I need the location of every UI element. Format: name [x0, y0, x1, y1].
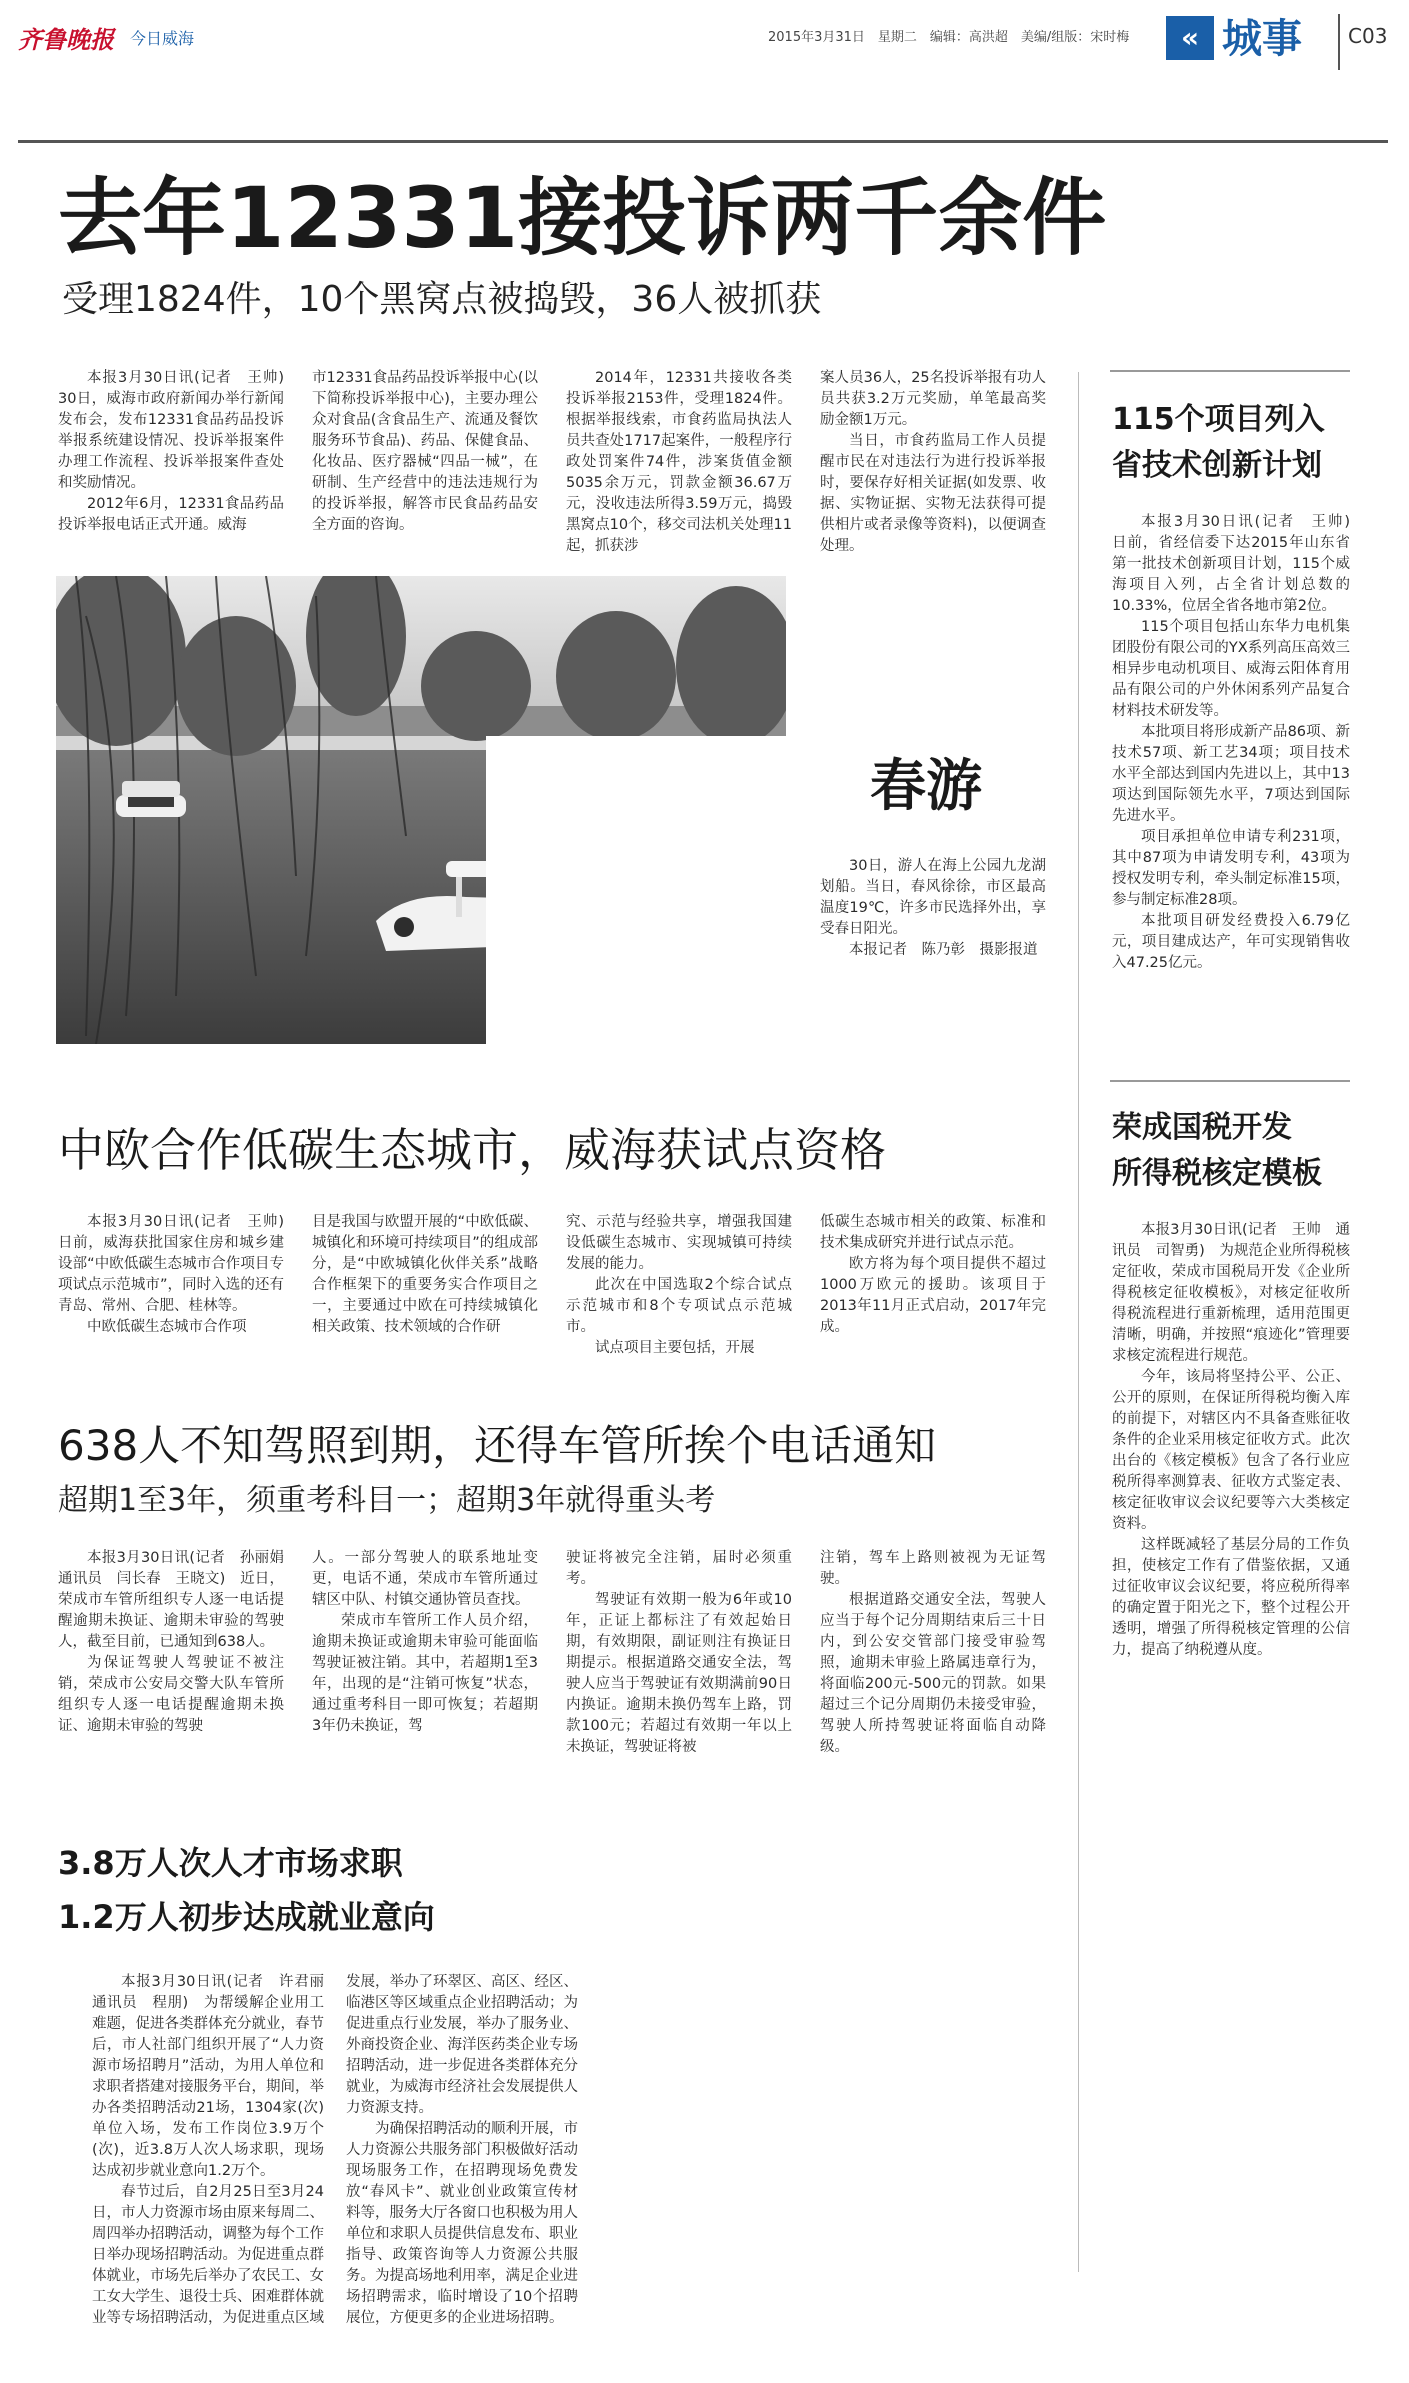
- article1-col3: 2014年，12331共接收各类投诉举报2153件，受理1824件。根据举报线索，市食药监局执法人员共查处1717起案件，一般程序行政处罚案件74件，涉案货值金额5035余万元，罚款金额36.67万元，没收违法所得3.59万元，捣毁黑窝点10个，移交司法机关处理11起，抓获涉: [566, 370, 792, 554]
- spring-photo: [56, 576, 786, 1044]
- chevron-icon: «: [1180, 21, 1200, 54]
- header-divider: [1338, 14, 1340, 70]
- article2-col3: 究、示范与经验共享，增强我国建设低碳生态城市、实现城镇可持续发展的能力。 此次在中国选取2个综合试点示范城市和8个专项试点示范城市。 试点项目主要包括，开展: [566, 1214, 792, 1356]
- article4-col1: 本报3月30日讯(记者 许君丽 通讯员 程朋) 为帮缓解企业用工难题，促进各类群体充分就业，春节后，市人社部门组织开展了“人力资源市场招聘月”活动，为用人单位和求职者搭建对接服务平台，期间，举办各类招聘活动21场，1304家(次)单位入场，发布工作岗位3.9万个(次)，近3.8万人次人场求职，现场达成初步就业意向1.2万个。 春节过后，自2月25日至3月24日，市人力资源市场由原来每周二、周四举办招聘活动，调整为每个工作日举办现场招聘活动。为促进重点群体就业，市场先后举办了农民工、女工女大学生、退役士兵、困难群体就业等专场招聘活动，为促进重点区域: [92, 1974, 339, 2326]
- masthead: [18, 14, 1398, 84]
- article1-subtitle: 受理1824件，10个黑窝点被捣毁，36人被抓获: [62, 279, 822, 320]
- article4-col2: 发展，举办了环翠区、高区、经区、临港区等区域重点企业招聘活动；为促进重点行业发展，举办了服务业、外商投资企业、海洋医药类企业专场招聘活动，进一步促进各类群体充分就业，为威海市经济社会发展提供人力资源支持。 为确保招聘活动的顺利开展，市人力资源公共服务部门积极做好活动现场服务工作，在招聘现场免费发放“春风卡”、就业创业政策宣传材料等，服务大厅各窗口也积极为用人单位和求职人员提供信息发布、职业指导、政策咨询等人力资源公共服务。为提高场地利用率，满足企业进场招聘需求，临时增设了10个招聘展位，方便更多的企业进场招聘。: [346, 1974, 578, 2326]
- article3-col4: 注销，驾车上路则被视为无证驾驶。 根据道路交通安全法，驾驶人应当于每个记分周期结束后三十日内，到公安交管部门接受审验驾照，逾期未审验上路属违章行为，将面临200元-500元的罚款。如果超过三个记分周期仍未接受审验，驾驶人所持驾驶证将面临自动降级。: [820, 1550, 1046, 1755]
- article3-col1: 本报3月30日讯(记者 孙丽娟 通讯员 闫长春 王晓文) 近日，荣成市车管所组织专人逐一电话提醒逾期未换证、逾期未审验的驾驶人，截至目前，已通知到638人。 为保证驾驶人驾驶证不被注销，荣成市公安局交警大队车管所组织专人逐一电话提醒逾期未换证、逾期未审验的驾驶: [58, 1550, 299, 1734]
- sidebar-vertical-rule: [1078, 372, 1079, 2272]
- article3-title: 638人不知驾照到期，还得车管所挨个电话通知: [58, 1421, 937, 1470]
- sidebar2-top-rule: [1110, 1080, 1350, 1082]
- article2-col2: 目是我国与欧盟开展的“中欧低碳、城镇化和环境可持续项目”的组成部分，是“中欧城镇化伙伴关系”战略合作框架下的重要务实合作项目之一，主要通过中欧在可持续城镇化相关政策、技术领域的合作研: [312, 1214, 538, 1335]
- distant-boat: [116, 781, 186, 817]
- sidebar1-body: 本报3月30日讯(记者 王帅) 日前，省经信委下达2015年山东省第一批技术创新项目计划，115个威海项目入列，占全省计划总数的10.33%，位居全省各地市第2位。 115个项目包括山东华力电机集团股份有限公司的YX系列高压高效三相异步电动机项目、威海云阳体育用品有限公司的户外休闲系列产品复合材料技术研发等。 本批项目将形成新产品86项、新技术57项、新工艺34项；项目技术水平全部达到国内先进以上，其中13项达到国际领先水平，7项达到国际先进水平。 项目承担单位申请专利231项，其中87项为申请发明专利，43项为授权发明专利，牵头制定标准15项，参与制定标准28项。 本批项目研发经费投入6.79亿元，项目建成达产，年可实现销售收入47.25亿元。: [1112, 514, 1365, 971]
- paper-logo: 齐鲁晚报: [18, 25, 114, 54]
- article2-col1: 本报3月30日讯(记者 王帅) 日前，威海获批国家住房和城乡建设部“中欧低碳生态城市合作项目专项试点示范城市”，同时入选的还有青岛、常州、合肥、桂林等。 中欧低碳生态城市合作项: [58, 1214, 299, 1335]
- section-badge: [1166, 16, 1214, 60]
- article4-title-line1: 3.8万人次人才市场求职: [58, 1844, 403, 1882]
- photo-headline: 春游: [870, 754, 982, 819]
- sidebar1-title-line2: 省技术创新计划: [1112, 448, 1322, 483]
- article2-title: 中欧合作低碳生态城市，威海获试点资格: [58, 1123, 886, 1177]
- article4-title-line2: 1.2万人初步达成就业意向: [58, 1898, 435, 1936]
- article2-col4: 低碳生态城市相关的政策、标准和技术集成研究并进行试点示范。 欧方将为每个项目提供不超过1000万欧元的援助。该项目于2013年11月正式启动，2017年完成。: [820, 1214, 1046, 1335]
- article3-col3: 驶证将被完全注销，届时必须重考。 驾驶证有效期一般为6年或10年，正证上都标注了有效起始日期，有效期限，副证则注有换证日期提示。根据道路交通安全法，驾驶人应当于驾驶证有效期满前90日内换证。逾期未换仍驾车上路，罚款100元；若超过有效期一年以上未换证，驾驶证将被: [566, 1550, 792, 1755]
- photo-caption: 30日，游人在海上公园九龙湖划船。当日，春风徐徐，市区最高温度19℃，许多市民选择外出，享受春日阳光。 本报记者 陈乃彰 摄影报道: [820, 858, 1046, 958]
- sidebar1-title-line1: 115个项目列入: [1112, 402, 1325, 437]
- sidebar1-top-rule: [1110, 370, 1350, 372]
- section-title: 城事: [1222, 16, 1302, 62]
- sidebar2-body: 本报3月30日讯(记者 王帅 通讯员 司智勇) 为规范企业所得税核定征收，荣成市国税局开发《企业所得税核定征收模板》，对核定征收所得税流程进行重新梳理，适用范围更清晰，明确，并按照“痕迹化”管理要求核定流程进行规范。 今年，该局将坚持公平、公正、公开的原则，在保证所得税均衡入库的前提下，对辖区内不具备查账征收条件的企业采用核定征收方式。此次出台的《核定模板》包含了各行业应税所得率测算表、征收方式鉴定表、核定征收审议会议纪要等六大类核定资料。 这样既减轻了基层分局的工作负担，使核定工作有了借鉴依据，又通过征收审议会议纪要，将应税所得率的确定置于阳光之下，整个过程公开透明，增强了所得税核定管理的公信力，提高了纳税遵从度。: [1112, 1222, 1350, 1658]
- article1-col4: 案人员36人，25名投诉举报有功人员共获3.2万元奖励，单笔最高奖励金额1万元。 当日，市食药监局工作人员提醒市民在对违法行为进行投诉举报时，要保存好相关证据(如发票、收据、实物证据、实物无法获得可提供相片或者录像等资料)，以便调查处理。: [820, 370, 1046, 554]
- article3-col2: 人。一部分驾驶人的联系地址变更，电话不通，荣成市车管所通过辖区中队、村镇交通协管员查找。 荣成市车管所工作人员介绍，逾期未换证或逾期未审验可能面临驾驶证被注销。其中，若超期1至3年，出现的是“注销可恢复”状态，通过重考科目一即可恢复；若超期3年仍未换证，驾: [312, 1550, 538, 1734]
- photo-text-panel: [486, 736, 786, 1044]
- article1-col2: 市12331食品药品投诉举报中心(以下简称投诉举报中心)，主要办理公众对食品(含食品生产、流通及餐饮服务环节食品)、药品、保健食品、化妆品、医疗器械“四品一械”，在研制、生产经营中的违法违规行为的投诉举报，解答市民食品药品安全方面的咨询。: [312, 370, 538, 533]
- date-line: 2015年3月31日 星期二 编辑：高洪超 美编/组版：宋时梅: [768, 30, 1130, 45]
- header-rule: [18, 140, 1388, 143]
- sidebar2-title-line1: 荣成国税开发: [1112, 1110, 1292, 1145]
- article1-title: 去年12331接投诉两千余件: [58, 169, 1107, 267]
- article1-col1: 本报3月30日讯(记者 王帅) 30日，威海市政府新闻办举行新闻发布会，发布12331食品药品投诉举报系统建设情况、投诉举报案件办理工作流程、投诉举报案件查处和奖励情况。 2012年6月，12331食品药品投诉举报电话正式开通。威海: [58, 370, 299, 533]
- article3-subtitle: 超期1至3年，须重考科目一；超期3年就得重头考: [58, 1483, 716, 1518]
- page-number: C03: [1348, 24, 1388, 48]
- sidebar2-title-line2: 所得税核定模板: [1112, 1156, 1322, 1191]
- edition-label: 今日威海: [130, 29, 195, 48]
